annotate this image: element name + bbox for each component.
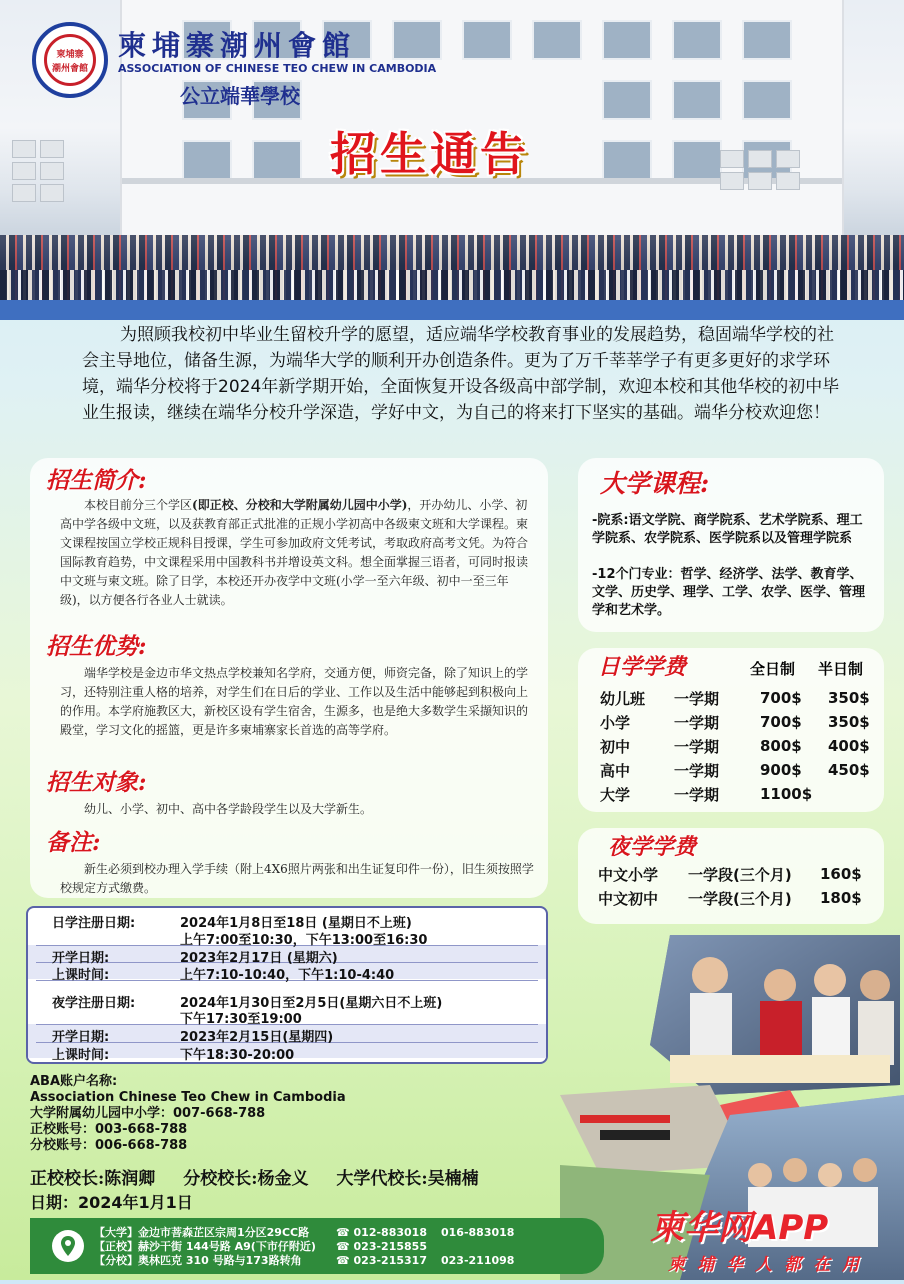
phone: 023-211098 <box>440 1254 515 1267</box>
schedule-label: 上课时间: <box>52 968 110 983</box>
phone-icon: ☎ <box>336 1254 354 1267</box>
table-row <box>596 734 876 758</box>
night-fee: 160$ <box>820 865 862 883</box>
schedule-value: 下午18:30-20:00 <box>180 1048 295 1063</box>
fee-level: 幼儿班 <box>600 689 646 708</box>
phone: 016-883018 <box>440 1226 515 1239</box>
schedule-label: 夜学注册日期: <box>52 996 136 1011</box>
association-name-cn: 柬埔寨潮州會館 <box>118 29 357 62</box>
table-row <box>596 758 876 782</box>
addresses <box>94 1226 316 1268</box>
fee-half: 350$ <box>828 713 870 731</box>
night-level: 中文小学 <box>598 865 659 884</box>
fee-full: 700$ <box>760 689 802 707</box>
phone-icon: ☎ <box>336 1240 354 1253</box>
night-level: 中文初中 <box>598 889 659 908</box>
fee-full: 800$ <box>760 737 802 755</box>
notes-text: 新生必须到校办理入学手续（附上4X6照片两张和出生证复印件一份），旧生须按照学校规定方式缴费。 <box>60 862 534 895</box>
admission-info-card <box>30 458 548 898</box>
advantages-text: 端华学校是金边市华文热点学校兼知名学府，交通方便，师资完备，除了知识上的学习，还特别注重人格的培养，对学生们在日后的学业、工作以及生活中能够起到积极向上的作用。本学府施教区大，新校区设有学生宿舍，生源多，也是绝大多数学生采撷知识的殿堂，学习文化的摇篮，更是许多柬埔寨家长首选的高等学府。 <box>60 666 529 737</box>
section-title-notes: 备注: <box>46 829 101 856</box>
night-fees-card <box>578 828 884 924</box>
fee-term: 一学期 <box>674 689 720 708</box>
fee-full: 700$ <box>760 713 802 731</box>
principals-line <box>30 1164 479 1189</box>
address-branch: 【分校】奥林匹克 310 号路与173路转角 <box>94 1254 302 1267</box>
targets-text: 幼儿、小学、初中、高中各学龄段学生以及大学新生。 <box>84 802 373 816</box>
fee-level: 小学 <box>600 713 631 732</box>
schedule-value: 上午7:00至10:30，下午13:00至16:30 <box>180 933 428 948</box>
table-row <box>594 862 866 886</box>
schedule-value: 下午17:30至19:00 <box>180 1012 302 1027</box>
notice-date: 日期：2024年1月1日 <box>30 1193 193 1212</box>
section-title-intro: 招生简介: <box>46 467 147 494</box>
branch-principal: 分校校长:杨金义 <box>183 1169 309 1189</box>
fee-half <box>824 782 876 806</box>
bank-accounts <box>30 1074 346 1154</box>
fee-level: 初中 <box>600 737 631 756</box>
logo-text-top: 柬埔寨 <box>56 50 84 60</box>
address-university: 【大学】金边市菩森芷区宗周1分区29CC路 <box>94 1226 310 1239</box>
day-fees-card <box>578 648 884 812</box>
university-courses-card <box>578 458 884 632</box>
section-body-advantages <box>60 664 536 740</box>
logo-text-bottom: 潮州會館 <box>51 64 88 74</box>
col-half-time: 半日制 <box>818 660 864 678</box>
univ-account: 大学附属幼儿园中小学：007-668-788 <box>30 1106 266 1121</box>
night-fees-title: 夜学学费 <box>608 834 697 860</box>
university-title: 大学课程: <box>600 469 710 498</box>
fee-level: 高中 <box>600 761 631 780</box>
schedule-box <box>26 906 548 1064</box>
night-fees-table <box>594 862 866 910</box>
section-title-advantages: 招生优势: <box>46 633 147 660</box>
section-body-intro <box>60 496 536 610</box>
fee-half: 450$ <box>828 761 870 779</box>
schedule-value: 上午7:10-10:40，下午1:10-4:40 <box>180 968 395 983</box>
fee-half: 350$ <box>828 689 870 707</box>
phone: 023-215855 <box>353 1240 427 1253</box>
section-body-notes <box>60 860 536 898</box>
aba-name: Association Chinese Teo Chew in Cambodia <box>30 1090 346 1105</box>
fee-half: 400$ <box>828 737 870 755</box>
phone: 012-883018 <box>353 1226 427 1239</box>
intro-paragraph <box>82 322 842 426</box>
schedule-value: 2023年2月15日(星期四) <box>180 1030 334 1045</box>
contact-footer <box>30 1218 604 1274</box>
admission-banner: 招生通告 <box>330 127 530 181</box>
watermark-brand: 柬华网APP <box>650 1208 829 1248</box>
schedule-label: 开学日期: <box>52 951 110 966</box>
night-term: 一学段(三个月) <box>688 889 792 908</box>
table-row <box>596 686 876 710</box>
section-title-targets: 招生对象: <box>46 769 147 796</box>
schedule-value: 2024年1月30日至2月5日(星期六日不上班) <box>180 996 443 1011</box>
main-principal: 正校校长:陈润卿 <box>30 1169 156 1189</box>
schedule-value: 2023年2月17日 (星期六) <box>180 951 338 966</box>
intro-body-a: 本校目前分三个学区 <box>84 498 193 512</box>
branch-account: 分校账号：006-668-788 <box>30 1138 188 1153</box>
phone-numbers <box>336 1226 514 1268</box>
fee-term: 一学期 <box>674 785 720 804</box>
address-main: 【正校】赫沙干街 144号路 A9(下市仔附近) <box>94 1240 316 1253</box>
night-fee: 180$ <box>820 889 862 907</box>
blue-floor <box>0 300 904 320</box>
university-majors: -12个门专业：哲学、经济学、法学、教育学、文学、历史学、理学、工学、农学、医学、管理学和艺术学。 <box>592 567 866 618</box>
table-row <box>596 710 876 734</box>
fee-term: 一学期 <box>674 761 720 780</box>
association-name-en: ASSOCIATION OF CHINESE TEO CHEW IN CAMBODIA <box>118 62 437 75</box>
fee-full: 900$ <box>760 761 802 779</box>
schedule-value: 2024年1月8日至18日 (星期日不上班) <box>180 916 412 931</box>
watermark-slogan: 柬埔华人都在用 <box>668 1255 871 1275</box>
main-account: 正校账号：003-668-788 <box>30 1122 188 1137</box>
phone-icon: ☎ <box>336 1226 354 1239</box>
phone: 023-215317 <box>353 1254 427 1267</box>
day-fees-title: 日学学费 <box>598 654 687 680</box>
fee-full: 1100$ <box>760 785 813 803</box>
intro-body-b: (即正校、分校和大学附属幼儿园中小学) <box>192 498 408 512</box>
schedule-label: 上课时间: <box>52 1048 110 1063</box>
schedule-label: 开学日期: <box>52 1030 110 1045</box>
school-name: 公立端華學校 <box>180 84 300 108</box>
night-term: 一学段(三个月) <box>688 865 792 884</box>
fee-level: 大学 <box>600 785 631 804</box>
table-row <box>594 886 866 910</box>
table-row <box>596 782 876 806</box>
aba-label: ABA账户名称: <box>30 1074 118 1089</box>
location-pin-icon <box>52 1230 84 1262</box>
association-logo <box>32 22 108 98</box>
univ-principal: 大学代校长:吴楠楠 <box>336 1169 479 1189</box>
intro-body-c: ，开办幼儿、小学、初高中学各级中文班，以及获教育部正式批准的正规小学初高中各级柬文班和大学课程。柬文课程按国立学校正规科目授课，学生可参加政府文凭考试，考取政府高考文凭。为符合国际教育趋势，中文课程采用中国教科书并增设英文科。想全面掌握三语者，可同时报读中文班与柬文班。除了日学，本校还开办夜学中文班(小学一至六年级、初中一至三年级)，以方便各行各业人士就读。 <box>60 498 529 607</box>
intro-text: 为照顾我校初中毕业生留校升学的愿望，适应端华学校教育事业的发展趋势，稳固端华学校的社会主导地位，储备生源，为端华大学的顺利开办创造条件。更为了万千莘莘学子有更多更好的求学环境，端华分校将于2024年新学期开始，全面恢复开设各级高中部学制，欢迎本校和其他华校的初中毕业生报读，继续在端华分校升学深造，学好中文，为自己的将来打下坚实的基础。端华分校欢迎您！ <box>82 325 840 423</box>
day-fees-table <box>596 686 876 806</box>
university-faculties: -院系:语文学院、商学院系、艺术学院系、理工学院系、农学院系、医学院系以及管理学院系 <box>592 513 863 546</box>
fee-term: 一学期 <box>674 713 720 732</box>
fee-term: 一学期 <box>674 737 720 756</box>
schedule-label: 日学注册日期: <box>52 916 136 931</box>
col-full-time: 全日制 <box>750 660 796 678</box>
section-body-targets <box>60 800 536 819</box>
